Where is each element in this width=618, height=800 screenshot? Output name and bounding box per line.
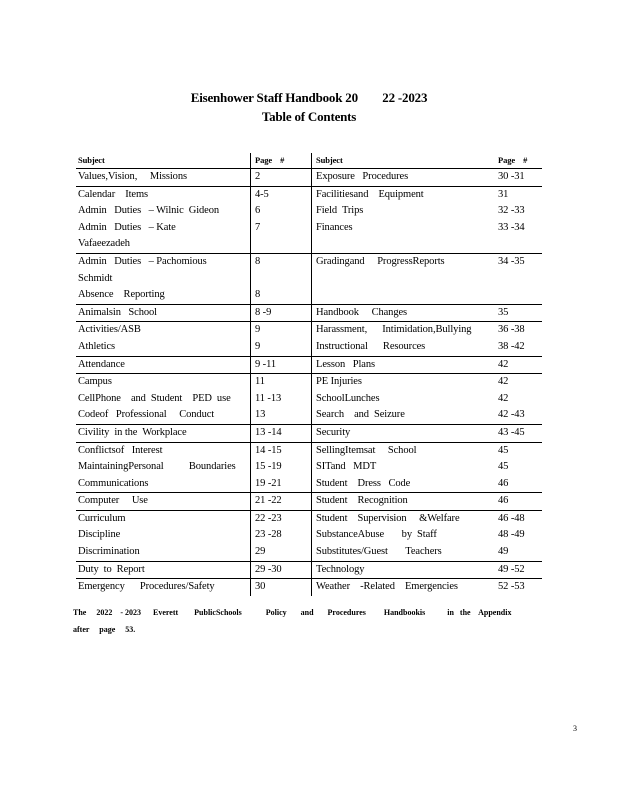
cell-subject-left — [76, 169, 251, 187]
subject-right-text: PE Injuries — [316, 376, 362, 388]
cell-page-right — [494, 442, 542, 459]
cell-page-right — [494, 391, 542, 408]
cell-page-left — [251, 493, 312, 511]
subject-left-text: Communications — [78, 477, 149, 489]
cell-subject-left — [76, 271, 251, 288]
subject-right-text: Exposure Procedures — [316, 171, 409, 182]
cell-subject-left — [76, 442, 251, 459]
page-right-text: 46 — [498, 477, 509, 489]
subject-right-text: Search and Seizure — [316, 409, 405, 421]
cell-page-right — [494, 356, 542, 374]
cell-page-left — [251, 236, 312, 253]
subject-right-text: SubstanceAbuse by Staff — [316, 529, 437, 541]
table-row — [76, 544, 542, 561]
table-row — [76, 356, 542, 374]
subject-left-text: Vafaeezadeh — [78, 238, 130, 250]
cell-page-left — [251, 186, 312, 203]
cell-subject-right — [312, 442, 495, 459]
page-left-text: 9 — [255, 324, 261, 336]
cell-page-left — [251, 391, 312, 408]
table-of-contents — [76, 153, 542, 596]
table-row — [76, 271, 542, 288]
page-left-text: 13 — [255, 409, 266, 421]
footnote-line-2: after page 53. — [73, 625, 136, 634]
cell-subject-left — [76, 527, 251, 544]
table-row — [76, 374, 542, 391]
page-right-text: 42 -43 — [498, 409, 525, 421]
cell-page-right — [494, 579, 542, 596]
cell-subject-right — [312, 510, 495, 527]
page-left-text: 2 — [255, 171, 261, 182]
cell-subject-left — [76, 304, 251, 322]
header-subject-left: Subject — [76, 153, 251, 169]
table-row — [76, 424, 542, 442]
page-left-text: 6 — [255, 205, 261, 217]
page-right-text: 35 — [498, 306, 509, 318]
cell-subject-right — [312, 527, 495, 544]
subject-right-text: Lesson Plans — [316, 358, 375, 370]
cell-page-right — [494, 271, 542, 288]
page-right-text: 42 — [498, 376, 509, 388]
cell-subject-left — [76, 253, 251, 270]
table-row — [76, 186, 542, 203]
page-right-text: 42 — [498, 358, 509, 370]
page-left-text: 13 -14 — [255, 426, 282, 438]
cell-subject-left — [76, 424, 251, 442]
cell-subject-right — [312, 374, 495, 391]
subject-right-text: Finances — [316, 221, 353, 233]
page-left-text: 4-5 — [255, 188, 269, 200]
cell-subject-right — [312, 304, 495, 322]
page-left-text: 9 — [255, 340, 261, 352]
cell-page-right — [494, 424, 542, 442]
subject-left-text: Animalsin School — [78, 306, 157, 318]
page-right-text: 49 — [498, 546, 509, 558]
subject-right-text: Student Supervision &Welfare — [316, 512, 460, 524]
subject-right-text: Field Trips — [316, 205, 364, 217]
cell-page-right — [494, 476, 542, 493]
subject-left-text: Values,Vision, Missions — [78, 171, 187, 182]
subject-right-text: Harassment, Intimidation,Bullying — [316, 324, 472, 336]
page-right-text: 30 -31 — [498, 171, 525, 182]
page-right-text: 33 -34 — [498, 221, 525, 233]
table-row — [76, 391, 542, 408]
header-page-right: Page # — [494, 153, 542, 169]
subject-left-text: MaintainingPersonal Boundaries — [78, 461, 236, 473]
subject-right-text: Security — [316, 426, 351, 438]
cell-page-right — [494, 527, 542, 544]
subject-right-text: Instructional Resources — [316, 340, 426, 352]
subject-left-text: Calendar Items — [78, 188, 149, 200]
table-header-row — [76, 153, 542, 169]
cell-page-right — [494, 236, 542, 253]
cell-page-right — [494, 304, 542, 322]
page-left-text: 14 -15 — [255, 444, 282, 456]
header-subject-right: Subject — [312, 153, 495, 169]
page-right-text: 45 — [498, 461, 509, 473]
cell-subject-right — [312, 220, 495, 237]
page-right-text: 31 — [498, 188, 509, 200]
table-row — [76, 442, 542, 459]
subject-left-text: Admin Duties – Wilnic Gideon — [78, 205, 220, 217]
cell-page-right — [494, 544, 542, 561]
table-row — [76, 304, 542, 322]
table-row — [76, 220, 542, 237]
subject-left-text: Curriculum — [78, 512, 126, 524]
header-page-left: Page # — [251, 153, 312, 169]
cell-subject-right — [312, 271, 495, 288]
cell-page-left — [251, 407, 312, 424]
subject-right-text: Handbook Changes — [316, 306, 408, 318]
page-right-text: 32 -33 — [498, 205, 525, 217]
table-row — [76, 236, 542, 253]
page-left-text: 30 — [255, 581, 266, 593]
table-row — [76, 476, 542, 493]
cell-subject-right — [312, 544, 495, 561]
page-left-text: 11 — [255, 376, 265, 388]
cell-subject-right — [312, 391, 495, 408]
page-left-text: 8 — [255, 255, 261, 267]
page-right-text: 48 -49 — [498, 529, 525, 541]
subject-left-text: Absence Reporting — [78, 289, 165, 301]
cell-subject-right — [312, 493, 495, 511]
table-row — [76, 253, 542, 270]
page-right-text: 38 -42 — [498, 340, 525, 352]
cell-subject-right — [312, 169, 495, 187]
cell-subject-right — [312, 561, 495, 579]
footnote — [73, 604, 513, 638]
page-left-text: 19 -21 — [255, 477, 282, 489]
cell-page-left — [251, 304, 312, 322]
page-right-text: 46 — [498, 495, 509, 507]
cell-page-right — [494, 203, 542, 220]
cell-page-left — [251, 510, 312, 527]
subject-right-text: SchoolLunches — [316, 392, 380, 404]
page-subtitle: Table of Contents — [261, 109, 357, 124]
cell-page-left — [251, 527, 312, 544]
cell-page-right — [494, 287, 542, 304]
subject-left-text: Athletics — [78, 340, 116, 352]
subject-left-text: Emergency Procedures/Safety — [78, 581, 215, 593]
cell-subject-right — [312, 236, 495, 253]
subject-left-text: Codeof Professional Conduct — [78, 409, 215, 421]
page-left-text: 8 — [255, 289, 261, 301]
cell-page-left — [251, 579, 312, 596]
page-right-text: 34 -35 — [498, 255, 525, 267]
page-right-text: 42 — [498, 392, 509, 404]
table-row — [76, 322, 542, 339]
cell-subject-left — [76, 322, 251, 339]
cell-subject-left — [76, 220, 251, 237]
cell-subject-right — [312, 356, 495, 374]
cell-subject-left — [76, 579, 251, 596]
page-right-text: 52 -53 — [498, 581, 525, 593]
page-right-text: 43 -45 — [498, 426, 525, 438]
cell-subject-left — [76, 476, 251, 493]
subject-left-text: Admin Duties – Kate — [78, 221, 176, 233]
cell-page-right — [494, 322, 542, 339]
cell-subject-right — [312, 476, 495, 493]
subject-right-text: Facilitiesand Equipment — [316, 188, 424, 200]
table-row — [76, 169, 542, 187]
page-left-text: 29 — [255, 546, 266, 558]
subject-left-text: Attendance — [78, 358, 125, 370]
cell-page-right — [494, 407, 542, 424]
cell-page-right — [494, 186, 542, 203]
cell-subject-left — [76, 544, 251, 561]
cell-page-left — [251, 287, 312, 304]
subject-left-text: Discrimination — [78, 546, 140, 558]
footnote-line-1: The 2022 - 2023 Everett PublicSchools Policy and Procedures Handbookis in the Appendix — [73, 608, 512, 617]
table-row — [76, 561, 542, 579]
cell-subject-right — [312, 339, 495, 356]
cell-page-right — [494, 459, 542, 476]
subject-right-text: Gradingand ProgressReports — [316, 255, 445, 267]
cell-subject-left — [76, 339, 251, 356]
cell-subject-left — [76, 236, 251, 253]
cell-subject-right — [312, 253, 495, 270]
table-row — [76, 579, 542, 596]
cell-page-left — [251, 253, 312, 270]
page-left-text: 11 -13 — [255, 392, 282, 404]
cell-subject-left — [76, 561, 251, 579]
cell-subject-left — [76, 391, 251, 408]
cell-subject-left — [76, 459, 251, 476]
subject-left-text: Discipline — [78, 529, 121, 541]
subject-left-text: Civility in the Workplace — [78, 426, 187, 438]
cell-page-right — [494, 169, 542, 187]
table-row — [76, 527, 542, 544]
page-right-text: 46 -48 — [498, 512, 525, 524]
page-left-text: 15 -19 — [255, 461, 282, 473]
cell-page-left — [251, 220, 312, 237]
cell-subject-left — [76, 186, 251, 203]
page-left-text: 8 -9 — [255, 306, 272, 318]
subject-right-text: SellingItemsat School — [316, 444, 417, 456]
subject-left-text: Admin Duties – Pachomious — [78, 255, 207, 267]
cell-subject-right — [312, 287, 495, 304]
page-right-text: 49 -52 — [498, 563, 525, 575]
cell-page-left — [251, 271, 312, 288]
cell-page-left — [251, 424, 312, 442]
subject-right-text: Student Dress Code — [316, 477, 411, 489]
cell-page-left — [251, 339, 312, 356]
cell-subject-left — [76, 493, 251, 511]
subject-right-text: Technology — [316, 563, 365, 575]
cell-subject-right — [312, 459, 495, 476]
cell-page-left — [251, 459, 312, 476]
table-row — [76, 203, 542, 220]
table-row — [76, 510, 542, 527]
cell-page-right — [494, 253, 542, 270]
page-right-text: 45 — [498, 444, 509, 456]
subject-right-text: SITand MDT — [316, 461, 377, 473]
page-title: Eisenhower Staff Handbook 20 22 -2023 — [190, 90, 428, 105]
cell-page-left — [251, 561, 312, 579]
cell-subject-left — [76, 407, 251, 424]
cell-subject-right — [312, 203, 495, 220]
cell-subject-right — [312, 407, 495, 424]
cell-subject-left — [76, 203, 251, 220]
cell-page-right — [494, 220, 542, 237]
table-row — [76, 339, 542, 356]
subject-right-text: Substitutes/Guest Teachers — [316, 546, 442, 558]
cell-page-left — [251, 322, 312, 339]
subject-left-text: Activities/ASB — [78, 324, 141, 336]
cell-page-right — [494, 339, 542, 356]
cell-subject-left — [76, 374, 251, 391]
table-row — [76, 407, 542, 424]
cell-page-left — [251, 476, 312, 493]
page-left-text: 21 -22 — [255, 495, 282, 507]
page-number: 3 — [573, 724, 577, 733]
cell-page-right — [494, 374, 542, 391]
subject-right-text: Weather -Related Emergencies — [316, 581, 458, 593]
subject-left-text: Computer Use — [78, 495, 148, 507]
cell-page-right — [494, 493, 542, 511]
page-left-text: 22 -23 — [255, 512, 282, 524]
subject-left-text: Campus — [78, 376, 112, 388]
cell-page-left — [251, 374, 312, 391]
page-right-text: 36 -38 — [498, 324, 525, 336]
cell-page-left — [251, 203, 312, 220]
cell-subject-right — [312, 579, 495, 596]
table-row — [76, 287, 542, 304]
page-left-text: 23 -28 — [255, 529, 282, 541]
page-left-text: 7 — [255, 221, 261, 233]
subject-right-text: Student Recognition — [316, 495, 408, 507]
cell-subject-right — [312, 424, 495, 442]
subject-left-text: Schmidt — [78, 272, 113, 284]
cell-page-left — [251, 442, 312, 459]
cell-page-left — [251, 169, 312, 187]
subject-left-text: Conflictsof Interest — [78, 444, 163, 456]
page-left-text: 29 -30 — [255, 563, 282, 575]
cell-subject-right — [312, 322, 495, 339]
cell-page-left — [251, 356, 312, 374]
cell-page-right — [494, 510, 542, 527]
cell-page-right — [494, 561, 542, 579]
subject-left-text: Duty to Report — [78, 563, 145, 575]
table-row — [76, 459, 542, 476]
subject-left-text: CellPhone and Student PED use — [78, 392, 231, 404]
cell-page-left — [251, 544, 312, 561]
page-left-text: 9 -11 — [255, 358, 276, 370]
cell-subject-left — [76, 510, 251, 527]
cell-subject-left — [76, 287, 251, 304]
table-row — [76, 493, 542, 511]
cell-subject-left — [76, 356, 251, 374]
cell-subject-right — [312, 186, 495, 203]
